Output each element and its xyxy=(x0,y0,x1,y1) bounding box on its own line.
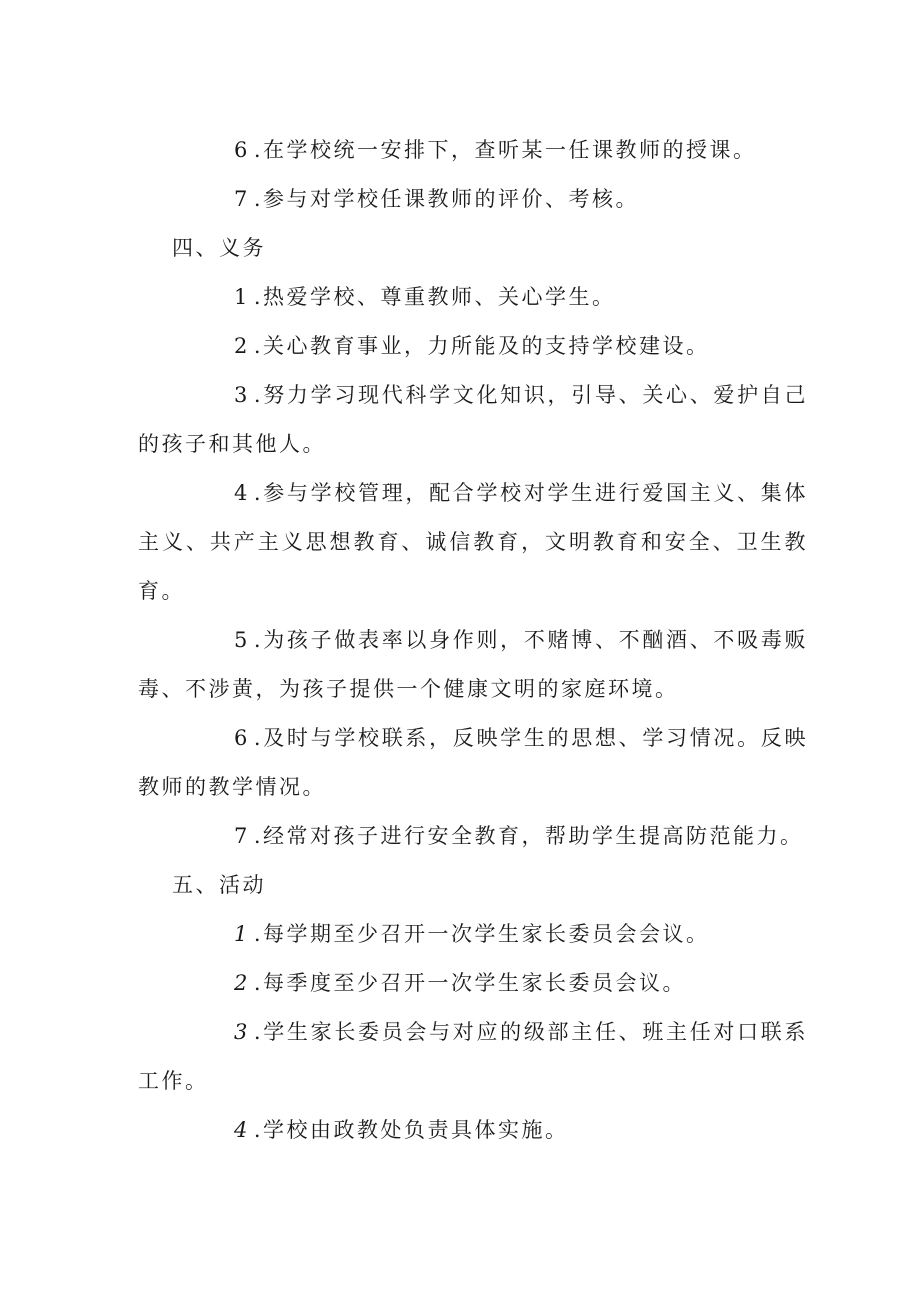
item-number: 3 xyxy=(234,1020,250,1044)
paragraph xyxy=(138,812,808,861)
paragraph-text: .参与对学校任课教师的评价、考核。 xyxy=(253,187,640,211)
item-number: 4 xyxy=(234,481,250,505)
paragraph-text: .经常对孩子进行安全教育，帮助学生提高防范能力。 xyxy=(253,824,804,848)
paragraph-text: .每学期至少召开一次学生家长委员会会议。 xyxy=(253,922,710,946)
paragraph-text: .热爱学校、尊重教师、关心学生。 xyxy=(253,285,616,309)
paragraph-text: .及时与学校联系，反映学生的思想、学习情况。反映教师的教学情况。 xyxy=(138,726,808,799)
paragraph xyxy=(138,469,808,616)
paragraph-text: .关心教育事业，力所能及的支持学校建设。 xyxy=(253,334,710,358)
section-heading: 四、义务 xyxy=(172,236,266,260)
item-number: 6 xyxy=(234,726,250,750)
paragraph xyxy=(138,1106,808,1155)
document-body xyxy=(138,126,808,1155)
paragraph xyxy=(138,273,808,322)
item-number: 7 xyxy=(234,187,250,211)
paragraph xyxy=(138,175,808,224)
item-number: 1 xyxy=(234,285,250,309)
paragraph-text: .为孩子做表率以身作则，不赌博、不酗酒、不吸毒贩毒、不涉黄，为孩子提供一个健康文明的家庭环境。 xyxy=(138,628,808,701)
paragraph xyxy=(138,322,808,371)
paragraph-text: .在学校统一安排下，查听某一任课教师的授课。 xyxy=(253,138,757,162)
paragraph-text: .学生家长委员会与对应的级部主任、班主任对口联系工作。 xyxy=(138,1020,808,1093)
paragraph xyxy=(138,959,808,1008)
item-number: 4 xyxy=(234,1118,250,1142)
item-number: 2 xyxy=(234,971,250,995)
section-heading: 五、活动 xyxy=(172,873,266,897)
paragraph-text: .每季度至少召开一次学生家长委员会议。 xyxy=(253,971,687,995)
paragraph-text: .努力学习现代科学文化知识，引导、关心、爱护自己的孩子和其他人。 xyxy=(138,383,808,456)
paragraph xyxy=(138,616,808,714)
paragraph-text: .参与学校管理，配合学校对学生进行爱国主义、集体主义、共产主义思想教育、诚信教育，文明教育和安全、卫生教育。 xyxy=(138,481,808,603)
item-number: 1 xyxy=(234,922,250,946)
item-number: 6 xyxy=(234,138,250,162)
item-number: 3 xyxy=(234,383,250,407)
item-number: 2 xyxy=(234,334,250,358)
paragraph xyxy=(138,910,808,959)
paragraph-text: .学校由政教处负责具体实施。 xyxy=(253,1118,569,1142)
item-number: 7 xyxy=(234,824,250,848)
paragraph xyxy=(138,714,808,812)
paragraph xyxy=(138,371,808,469)
item-number: 5 xyxy=(234,628,250,652)
paragraph xyxy=(138,126,808,175)
paragraph xyxy=(138,1008,808,1106)
